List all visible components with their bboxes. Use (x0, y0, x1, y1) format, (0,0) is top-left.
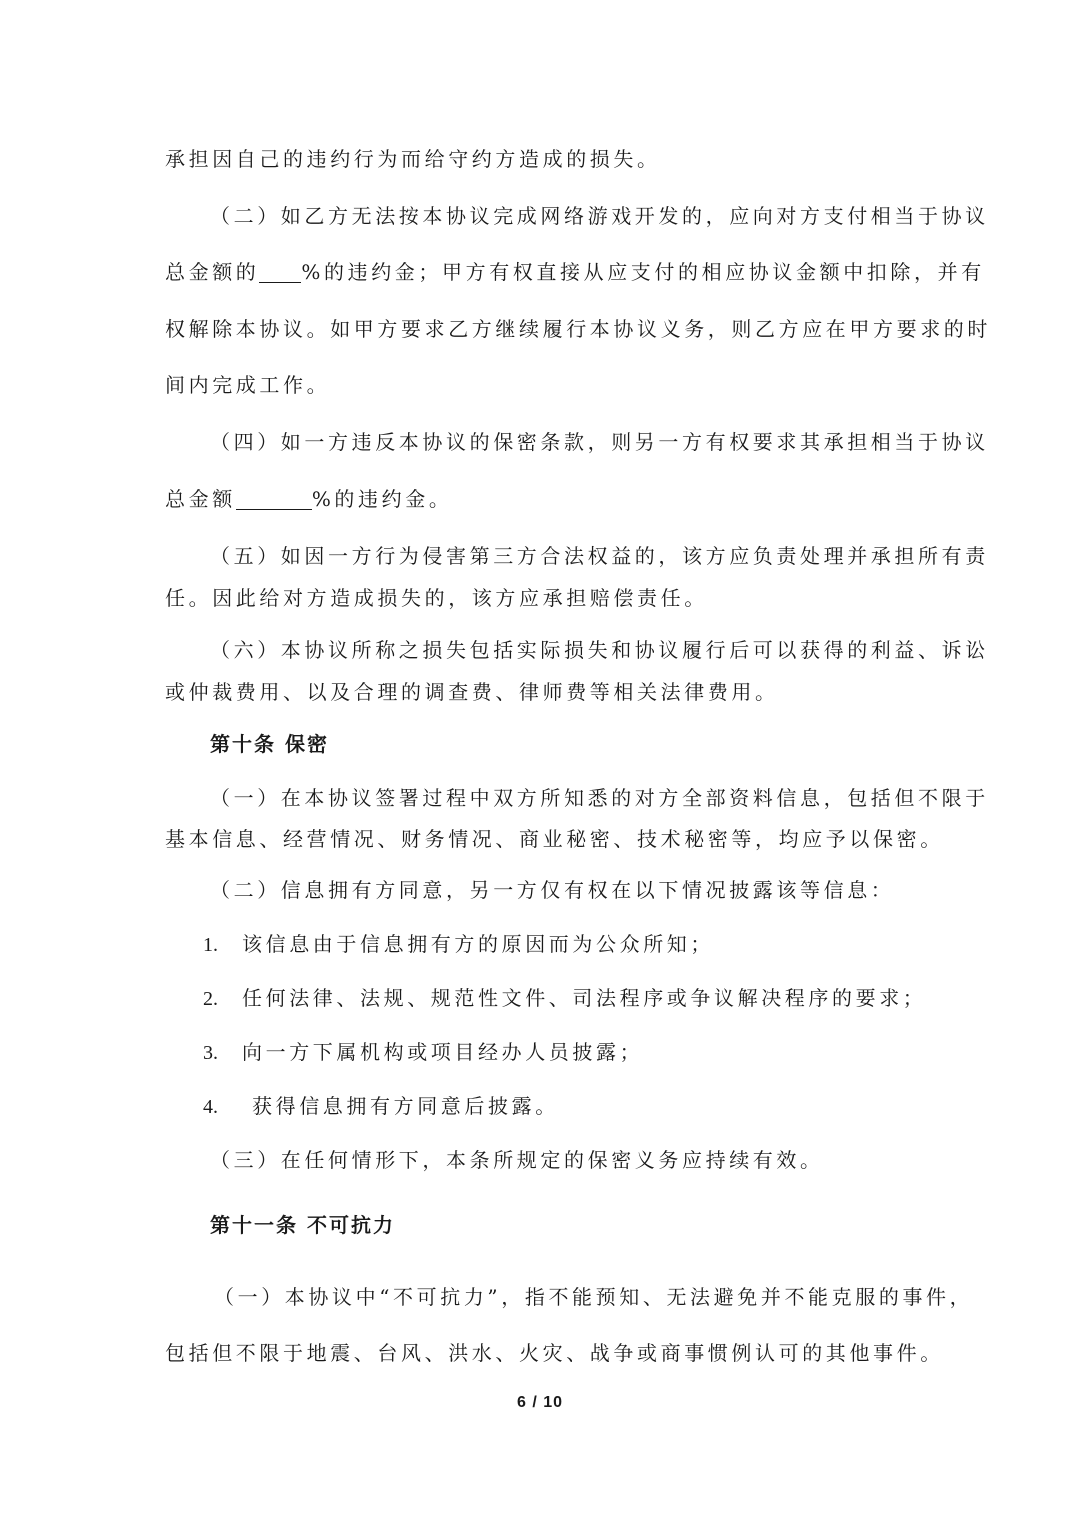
list-text: 该信息由于信息拥有方的原因而为公众所知； (242, 932, 714, 956)
text: 包括但不限于地震、台风、洪水、火灾、战争或商事惯例认可的其他事件。 (165, 1341, 944, 1365)
text: 基本信息、经营情况、财务情况、商业秘密、技术秘密等，均应予以保密。 (165, 827, 944, 851)
text: （二）信息拥有方同意，另一方仅有权在以下情况披露该等信息： (210, 878, 895, 902)
fill-in-blank-percent (236, 489, 312, 510)
text: 任。因此给对方造成损失的，该方应承担赔偿责任。 (165, 586, 708, 610)
section-heading-confidentiality (210, 731, 970, 757)
text: （一）本协议中“不可抗力”，指不能预知、无法避免并不能克服的事件， (214, 1285, 974, 1309)
heading-text: 第十一条 不可抗力 (210, 1213, 395, 1237)
text: %的违约金；甲方有权直接从应支付的相应协议金额中扣除，并有 (301, 260, 985, 284)
text: %的违约金。 (311, 487, 453, 511)
paragraph-line (165, 679, 925, 705)
paragraph-line (210, 877, 925, 903)
list-number: 1. (203, 934, 218, 956)
paragraph-line (165, 372, 925, 398)
paragraph-line (210, 637, 989, 663)
paragraph-line (165, 486, 925, 512)
paragraph-line (214, 1284, 974, 1310)
paragraph-line (210, 543, 989, 569)
text: （一）在本协议签署过程中双方所知悉的对方全部资料信息，包括但不限于 (210, 786, 989, 810)
text: （四）如一方违反本协议的保密条款，则另一方有权要求其承担相当于协议 (210, 430, 989, 454)
paragraph-line (165, 146, 925, 172)
text: 承担因自己的违约行为而给守约方造成的损失。 (165, 147, 661, 171)
paragraph-line (210, 429, 989, 455)
paragraph-line (165, 585, 925, 611)
text: 权解除本协议。如甲方要求乙方继续履行本协议义务，则乙方应在甲方要求的时 (165, 317, 991, 341)
list-number: 2. (203, 988, 218, 1010)
text: （六）本协议所称之损失包括实际损失和协议履行后可以获得的利益、诉讼 (210, 638, 989, 662)
list-item (203, 985, 963, 1012)
paragraph-line (210, 1147, 925, 1173)
list-text: 获得信息拥有方同意后披露。 (252, 1094, 559, 1118)
text: 总金额 (165, 487, 236, 511)
paragraph-line (165, 826, 944, 852)
heading-text: 第十条 保密 (210, 732, 329, 756)
paragraph-line (165, 259, 985, 285)
list-item (203, 931, 963, 958)
paragraph-line (210, 203, 989, 229)
text: （三）在任何情形下，本条所规定的保密义务应持续有效。 (210, 1148, 824, 1172)
list-number: 4. (203, 1096, 218, 1118)
text: （二）如乙方无法按本协议完成网络游戏开发的，应向对方支付相当于协议 (210, 204, 989, 228)
text: （五）如因一方行为侵害第三方合法权益的，该方应负责处理并承担所有责 (210, 544, 989, 568)
list-number: 3. (203, 1042, 218, 1064)
text: 间内完成工作。 (165, 373, 331, 397)
list-text: 任何法律、法规、规范性文件、司法程序或争议解决程序的要求； (242, 986, 927, 1010)
paragraph-line (210, 785, 989, 811)
paragraph-line (165, 1340, 944, 1366)
list-item (203, 1039, 963, 1066)
paragraph-line (165, 316, 991, 342)
list-item (203, 1093, 963, 1120)
text: 或仲裁费用、以及合理的调查费、律师费等相关法律费用。 (165, 680, 779, 704)
section-heading-force-majeure (210, 1212, 970, 1238)
list-text: 向一方下属机构或项目经办人员披露； (242, 1040, 644, 1064)
fill-in-blank-percent (259, 262, 301, 283)
page-number: 6 / 10 (516, 1394, 564, 1411)
text: 总金额的 (165, 260, 260, 284)
